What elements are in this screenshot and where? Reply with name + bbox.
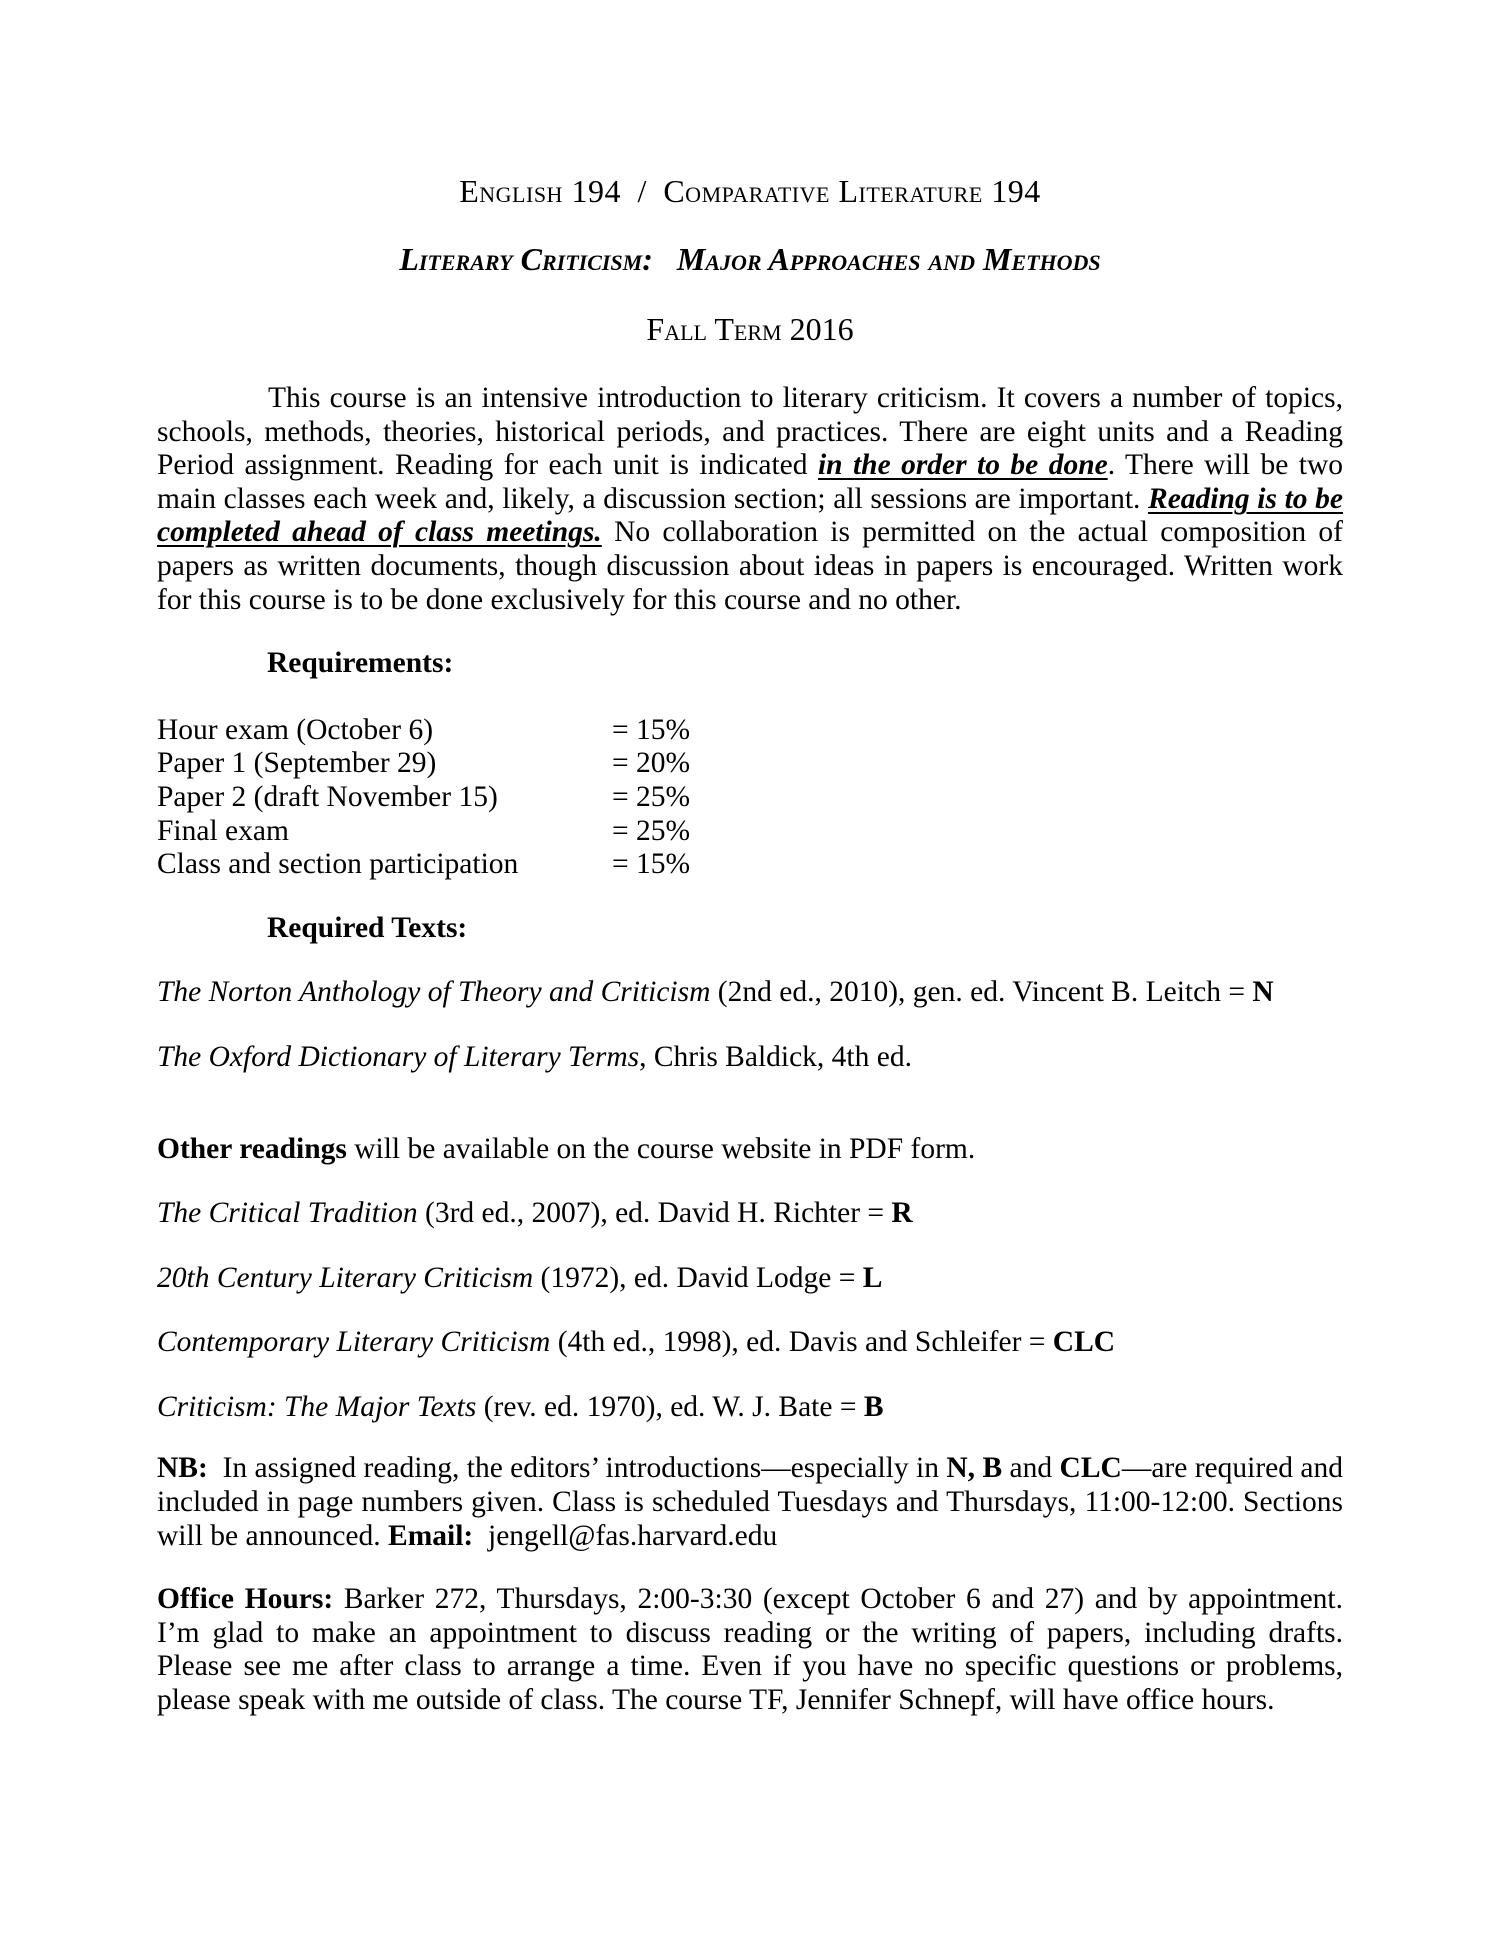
book-major-texts bbox=[157, 1391, 1343, 1425]
intro-text-3: No collaboration is permitted on the actual composition of papers as written documents, though discussion about ideas in papers is encouraged. Written work for this course is to be done exclusively for this course and no other. bbox=[157, 516, 1343, 616]
course-number-title: English 194 / Comparative Literature 194 bbox=[459, 173, 1041, 209]
nb-text-2: and bbox=[1002, 1452, 1060, 1485]
requirement-row-hour-exam bbox=[157, 714, 1343, 748]
book-details: (rev. ed. 1970), ed. W. J. Bate = bbox=[476, 1390, 864, 1423]
nb-codes-1: N, B bbox=[946, 1452, 1003, 1485]
other-readings-label: Other readings bbox=[157, 1132, 347, 1165]
email-address: jengell@fas.harvard.edu bbox=[473, 1519, 778, 1552]
book-code: L bbox=[862, 1261, 883, 1294]
book-critical-tradition bbox=[157, 1197, 1343, 1231]
office-hours-paragraph bbox=[157, 1583, 1343, 1717]
book-details: (1972), ed. David Lodge = bbox=[533, 1261, 863, 1294]
requirement-value: = 25% bbox=[612, 814, 691, 847]
intro-paragraph bbox=[157, 382, 1343, 617]
book-details: (3rd ed., 2007), ed. David H. Richter = bbox=[417, 1197, 892, 1230]
requirement-label: Hour exam (October 6) bbox=[157, 713, 434, 746]
requirement-row-final-exam bbox=[157, 815, 1343, 849]
requirement-label: Class and section participation bbox=[157, 848, 519, 881]
book-title: 20th Century Literary Criticism bbox=[157, 1261, 534, 1294]
term-title: Fall Term 2016 bbox=[646, 311, 854, 347]
requirement-label: Paper 2 (draft November 15) bbox=[157, 780, 498, 813]
other-readings-text: will be available on the course website in PDF form. bbox=[346, 1132, 976, 1165]
other-readings-note bbox=[157, 1133, 1343, 1167]
requirement-row-participation bbox=[157, 848, 1343, 882]
book-code: R bbox=[891, 1197, 913, 1230]
book-details: (4th ed., 1998), ed. Davis and Schleifer = bbox=[550, 1326, 1053, 1359]
nb-text-1: In assigned reading, the editors’ introductions—especially in bbox=[207, 1452, 947, 1485]
requirements-heading: Requirements: bbox=[267, 647, 454, 680]
requirement-value: = 15% bbox=[612, 848, 691, 881]
book-title: Contemporary Literary Criticism bbox=[157, 1326, 551, 1359]
intro-text-2: . There will be two main classes each week and, likely, a discussion section; all sessions are important. bbox=[157, 449, 1343, 515]
nb-label: NB: bbox=[157, 1452, 208, 1485]
requirements-table bbox=[157, 714, 1343, 882]
book-title: The Oxford Dictionary of Literary Terms bbox=[157, 1040, 640, 1073]
requirement-label: Paper 1 (September 29) bbox=[157, 747, 437, 780]
nb-paragraph bbox=[157, 1452, 1343, 1553]
required-texts-heading: Required Texts: bbox=[267, 911, 468, 944]
book-title: The Critical Tradition bbox=[157, 1197, 418, 1230]
book-code: B bbox=[863, 1390, 884, 1423]
requirement-value: = 15% bbox=[612, 713, 691, 746]
nb-text-3: —are required and included in page numbers given. Class is scheduled Tuesdays and Thursdays, 11:00-12:00. Sections will be announced. bbox=[157, 1452, 1344, 1552]
book-title: The Norton Anthology of Theory and Criticism bbox=[157, 976, 711, 1009]
book-details: , Chris Baldick, 4th ed. bbox=[639, 1040, 912, 1073]
book-norton-anthology bbox=[157, 976, 1343, 1010]
requirement-row-paper-2 bbox=[157, 781, 1343, 815]
intro-emphasis-order: in the order to be done bbox=[817, 449, 1108, 482]
office-hours-text: Barker 272, Thursdays, 2:00-3:30 (except October 6 and 27) and by appointment. I’m glad to make an appointment to discuss reading or the writing of papers, including drafts. Please see me after class to arrange a time. Even if you have no specific questions or problems, please speak with me outside of class. The course TF, Jennifer Schnepf, will have office hours. bbox=[157, 1583, 1343, 1717]
book-code: N bbox=[1252, 976, 1274, 1009]
book-details: (2nd ed., 2010), gen. ed. Vincent B. Leitch = bbox=[710, 976, 1253, 1009]
book-code: CLC bbox=[1052, 1326, 1116, 1359]
course-name-title: Literary Criticism: Major Approaches and Methods bbox=[399, 241, 1101, 277]
book-20th-century bbox=[157, 1262, 1343, 1296]
email-label: Email: bbox=[388, 1519, 474, 1552]
requirement-row-paper-1 bbox=[157, 747, 1343, 781]
nb-codes-2: CLC bbox=[1059, 1452, 1122, 1485]
requirement-value: = 25% bbox=[612, 780, 691, 813]
intro-emphasis-reading: Reading is to be completed ahead of class meetings. bbox=[157, 482, 1344, 549]
book-contemporary bbox=[157, 1326, 1343, 1360]
requirement-value: = 20% bbox=[612, 747, 691, 780]
intro-text-1: This course is an intensive introduction to literary criticism. It covers a number of topics, schools, methods, theories, historical periods, and practices. There are eight units and a Reading Period assignment. Reading for each unit is indicated bbox=[157, 382, 1343, 482]
book-oxford-dictionary bbox=[157, 1041, 1343, 1075]
office-hours-label: Office Hours: bbox=[157, 1583, 334, 1616]
requirement-label: Final exam bbox=[157, 814, 289, 847]
book-title: Criticism: The Major Texts bbox=[157, 1390, 477, 1423]
